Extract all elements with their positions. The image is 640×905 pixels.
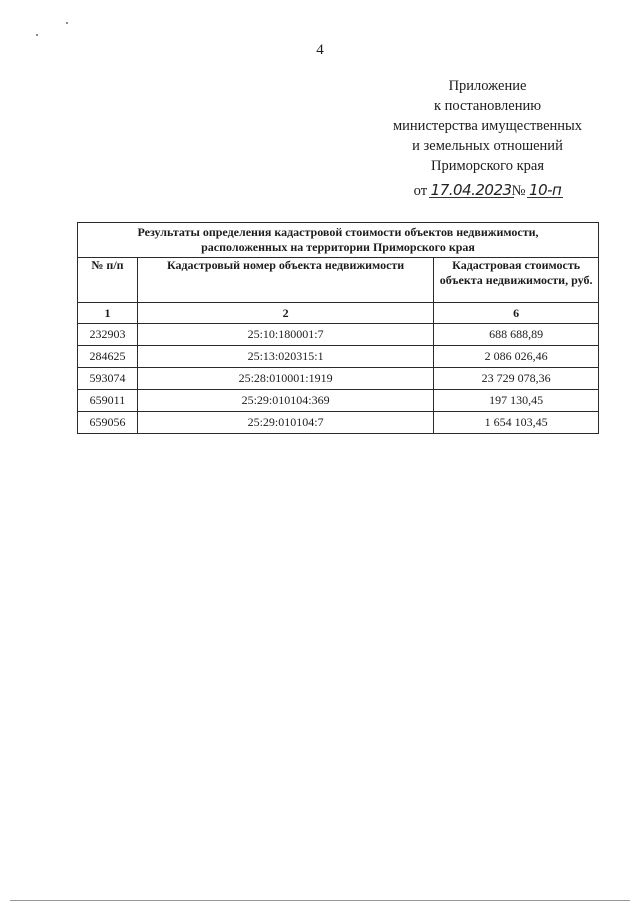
column-number: 6 bbox=[434, 303, 599, 324]
table-row bbox=[78, 346, 599, 368]
column-number: 2 bbox=[137, 303, 433, 324]
cadastral-value-table bbox=[77, 222, 599, 434]
from-prefix: от bbox=[413, 183, 428, 199]
appendix-line: к постановлению bbox=[433, 98, 542, 114]
appendix-title: Приложение bbox=[448, 78, 527, 94]
column-header-id: № п/п bbox=[78, 258, 138, 303]
table-row bbox=[78, 324, 599, 346]
scan-speck bbox=[36, 34, 38, 36]
appendix-line: Приморского края bbox=[430, 158, 544, 174]
cadastral-value: 23 729 078,36 bbox=[434, 368, 599, 390]
row-id: 284625 bbox=[78, 346, 138, 368]
scan-edge-line bbox=[10, 900, 630, 901]
table-row bbox=[78, 368, 599, 390]
cadastral-number: 25:28:010001:1919 bbox=[137, 368, 433, 390]
table-row bbox=[78, 390, 599, 412]
row-id: 232903 bbox=[78, 324, 138, 346]
cadastral-value: 197 130,45 bbox=[434, 390, 599, 412]
column-header-cadastral-value: Кадастровая стоимость объекта недвижимости, руб. bbox=[434, 258, 599, 303]
table-row bbox=[78, 412, 599, 434]
appendix-date-line bbox=[380, 180, 595, 201]
page-number: 4 bbox=[316, 42, 324, 58]
cadastral-value: 2 086 026,46 bbox=[434, 346, 599, 368]
row-id: 659056 bbox=[78, 412, 138, 434]
handwritten-date: 17.04.2023 bbox=[430, 181, 512, 199]
column-header-cadastral-number: Кадастровый номер объекта недвижимости bbox=[137, 258, 433, 303]
scan-speck bbox=[66, 22, 68, 24]
row-id: 659011 bbox=[78, 390, 138, 412]
table-title-line: расположенных на территории Приморского края bbox=[201, 240, 475, 254]
handwritten-number: 10-п bbox=[529, 181, 562, 199]
table-title-line: Результаты определения кадастровой стоимости объектов недвижимости, bbox=[137, 225, 539, 239]
appendix-line: министерства имущественных bbox=[392, 118, 583, 134]
appendix-line: и земельных отношений bbox=[412, 138, 563, 154]
cadastral-number: 25:29:010104:7 bbox=[137, 412, 433, 434]
cadastral-number: 25:13:020315:1 bbox=[137, 346, 433, 368]
appendix-header bbox=[380, 76, 595, 201]
table-title bbox=[78, 223, 599, 258]
cadastral-value: 1 654 103,45 bbox=[434, 412, 599, 434]
cadastral-value: 688 688,89 bbox=[434, 324, 599, 346]
column-number: 1 bbox=[78, 303, 138, 324]
number-sign: № bbox=[511, 183, 526, 199]
cadastral-number: 25:10:180001:7 bbox=[137, 324, 433, 346]
row-id: 593074 bbox=[78, 368, 138, 390]
cadastral-number: 25:29:010104:369 bbox=[137, 390, 433, 412]
